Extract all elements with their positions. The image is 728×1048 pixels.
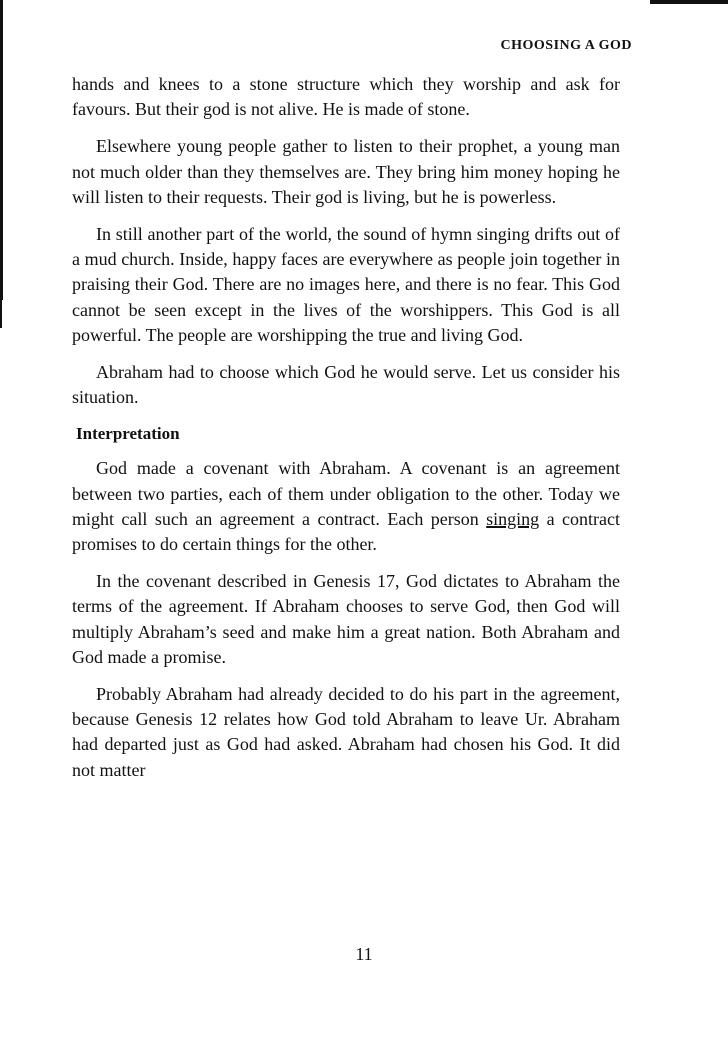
page-body	[72, 72, 620, 795]
scan-edge-top	[650, 0, 728, 4]
paragraph: Probably Abraham had already decided to do his part in the agreement, because Genesis 12 relates how God told Abraham to leave Ur. Abraham had departed just as God had asked. Abraham had chosen his God. It did not matter	[72, 684, 620, 780]
paragraph: Elsewhere young people gather to listen to their prophet, a young man not much older than they themselves are. They bring him money hoping he will listen to their requests. Their god is living, but he is powerless.	[72, 136, 620, 207]
paragraph: Abraham had to choose which God he would serve. Let us consider his situation.	[72, 362, 620, 408]
paragraph	[72, 456, 620, 557]
paragraph-text: God made a covenant with Abraham. A covenant is an agreement between two parties, each of them under obligation to the other. Today we might call such an agreement a contract. Each person	[72, 458, 620, 529]
paragraph: In the covenant described in Genesis 17, God dictates to Abraham the terms of the agreement. If Abraham chooses to serve God, then God will multiply Abraham’s seed and make him a great nation. Both Abraham and God made a promise.	[72, 571, 620, 667]
scan-edge-left-lower	[0, 48, 2, 1048]
paragraph: In still another part of the world, the sound of hymn singing drifts out of a mud church. Inside, happy faces are everywhere as people join together in praising their God. There are no images here, and there is no fear. This God cannot be seen except in the lives of the worshippers. This God is all powerful. The people are worshipping the true and living God.	[72, 224, 620, 345]
underlined-word: singing	[486, 508, 540, 529]
running-head: CHOOSING A GOD	[500, 38, 632, 53]
page-number: 11	[355, 944, 373, 964]
paragraph-text: a contract promises to do certain things for the other.	[72, 508, 620, 555]
paragraph-continued: hands and knees to a stone structure which they worship and ask for favours. But their god is not alive. He is made of stone.	[72, 74, 620, 120]
section-heading: Interpretation	[76, 424, 180, 444]
